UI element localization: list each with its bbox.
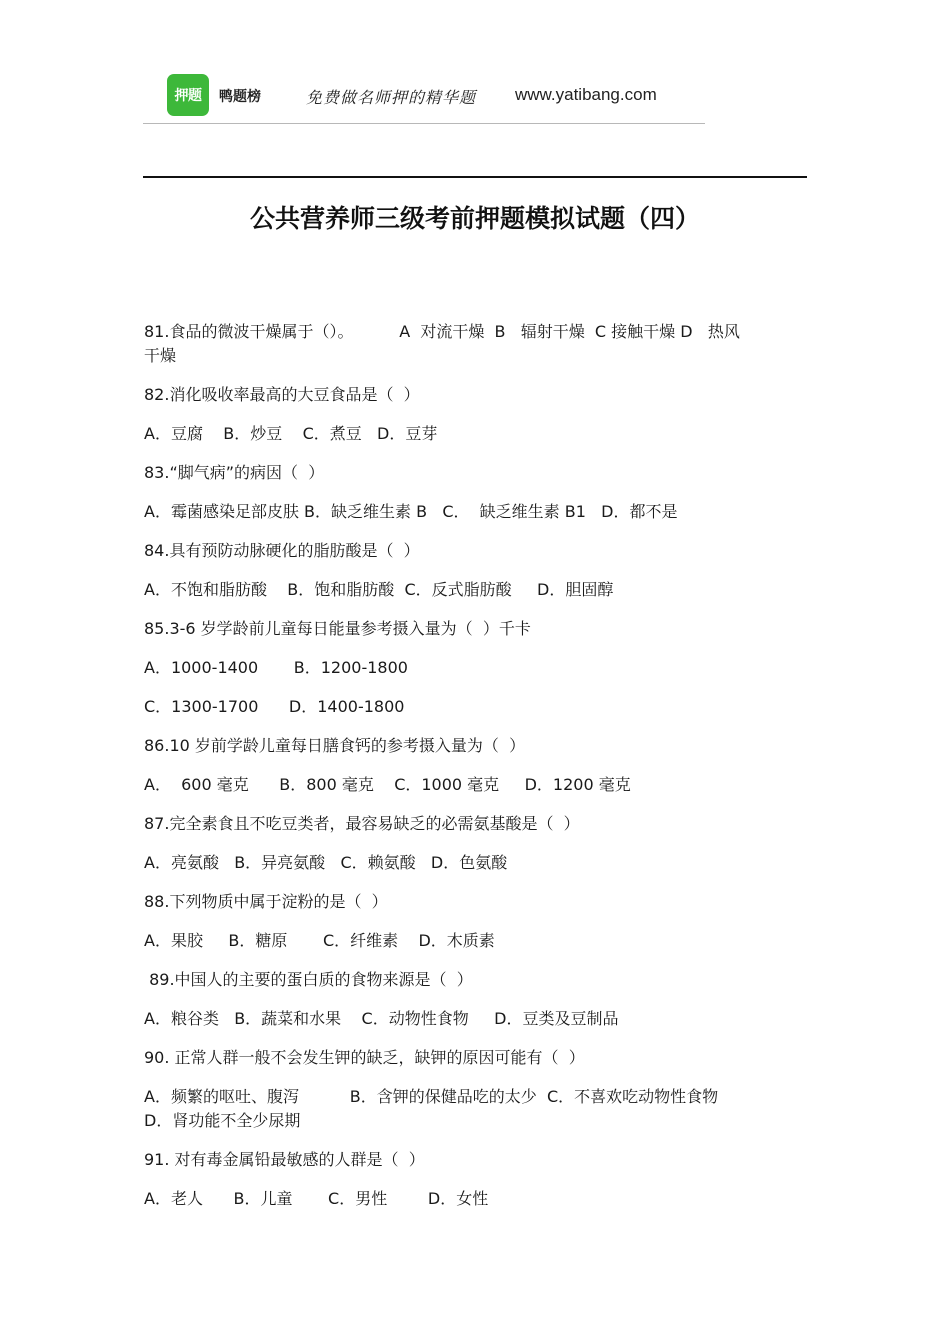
answer-options: A．频繁的呕吐、腹泻 B．含钾的保健品吃的太少 C．不喜欢吃动物性食物 bbox=[144, 1087, 719, 1106]
question-line: 86.10 岁前学龄儿童每日膳食钙的参考摄入量为（ ） bbox=[144, 736, 526, 755]
question-line: 81.食品的微波干燥属于（）。 A 对流干燥 B 辐射干燥 C 接触干燥 D 热风 bbox=[144, 322, 740, 341]
question-line: 87.完全素食且不吃豆类者，最容易缺乏的必需氨基酸是（ ） bbox=[144, 814, 580, 833]
website-link[interactable]: www.yatibang.com bbox=[515, 85, 657, 104]
question-line: 90. 正常人群一般不会发生钾的缺乏，缺钾的原因可能有（ ） bbox=[144, 1048, 585, 1067]
question-line: 91. 对有毒金属铅最敏感的人群是（ ） bbox=[144, 1150, 425, 1169]
question-list bbox=[144, 320, 806, 1226]
header-divider bbox=[143, 123, 705, 124]
answer-options: A．亮氨酸 B．异亮氨酸 C．赖氨酸 D．色氨酸 bbox=[144, 853, 508, 872]
brand-name: 鸭题榜 bbox=[219, 89, 261, 105]
answer-options: A．果胶 B．糖原 C．纤维素 D．木质素 bbox=[144, 931, 495, 950]
question-line: 88.下列物质中属于淀粉的是（ ） bbox=[144, 892, 388, 911]
answer-options: A．不饱和脂肪酸 B．饱和脂肪酸 C．反式脂肪酸 D．胆固醇 bbox=[144, 580, 614, 599]
question-line: 干燥 bbox=[144, 346, 177, 365]
question-line: 89.中国人的主要的蛋白质的食物来源是（ ） bbox=[144, 970, 473, 989]
answer-options: A．豆腐 B．炒豆 C．煮豆 D．豆芽 bbox=[144, 424, 438, 443]
title-divider bbox=[143, 176, 807, 178]
answer-options: A．霉菌感染足部皮肤 B．缺乏维生素 B C． 缺乏维生素 B1 D．都不是 bbox=[144, 502, 678, 521]
answer-options: A．粮谷类 B．蔬菜和水果 C．动物性食物 D．豆类及豆制品 bbox=[144, 1009, 619, 1028]
question-line: 85.3-6 岁学龄前儿童每日能量参考摄入量为（ ）千卡 bbox=[144, 619, 531, 638]
answer-options: C．1300-1700 D．1400-1800 bbox=[144, 697, 405, 716]
answer-options: A．1000-1400 B．1200-1800 bbox=[144, 658, 408, 677]
answer-options: A． 600 毫克 B．800 毫克 C．1000 毫克 D．1200 毫克 bbox=[144, 775, 631, 794]
logo-badge: 押题 bbox=[167, 74, 209, 116]
page-header bbox=[143, 74, 705, 122]
answer-options: A．老人 B．儿童 C．男性 D．女性 bbox=[144, 1189, 489, 1208]
question-line: 83.“脚气病”的病因（ ） bbox=[144, 463, 325, 482]
question-line: 82.消化吸收率最高的大豆食品是（ ） bbox=[144, 385, 420, 404]
question-line: 84.具有预防动脉硬化的脂肪酸是（ ） bbox=[144, 541, 420, 560]
slogan: 免费做名师押的精华题 bbox=[306, 88, 477, 107]
document-title: 公共营养师三级考前押题模拟试题（四） bbox=[249, 204, 700, 233]
answer-options: D．肾功能不全少尿期 bbox=[144, 1111, 301, 1130]
